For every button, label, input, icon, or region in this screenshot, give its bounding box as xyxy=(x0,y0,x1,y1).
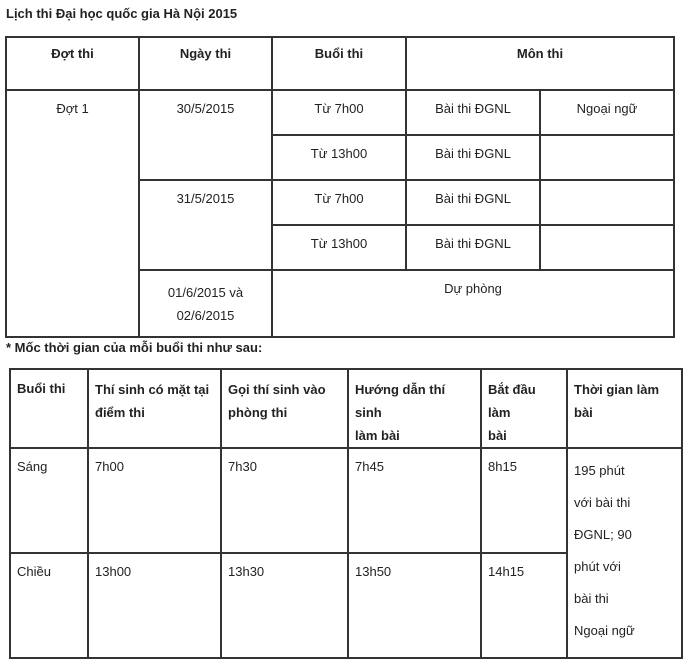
table-header-row xyxy=(10,369,682,448)
arrive-time: 13h00 xyxy=(88,553,221,658)
session-time: Từ 7h00 xyxy=(272,90,406,135)
duration-line: ĐGNL; 90 xyxy=(574,527,632,542)
header-line: bài xyxy=(574,405,593,420)
header-buoi-thi xyxy=(10,369,88,448)
table-header-row xyxy=(6,37,674,90)
header-goi-vao xyxy=(221,369,348,448)
exam-name: Bài thi ĐGNL xyxy=(406,135,540,180)
header-line: Hướng dẫn thí sinh xyxy=(355,382,446,420)
reserve-date-line2: 02/6/2015 xyxy=(176,308,235,323)
session-time: Từ 7h00 xyxy=(272,180,406,225)
exam-name: Bài thi ĐGNL xyxy=(406,90,540,135)
header-dot-thi: Đợt thi xyxy=(6,37,139,90)
timing-table xyxy=(9,368,683,659)
reserve-label: Dự phòng xyxy=(272,270,674,337)
table-row xyxy=(6,90,674,135)
header-ngay-thi: Ngày thi xyxy=(139,37,272,90)
exam-empty xyxy=(540,225,674,270)
exam-schedule-table xyxy=(5,36,675,338)
instruction-time: 13h50 xyxy=(348,553,481,658)
header-line: Bắt đầu làm xyxy=(488,382,536,420)
exam-date: 31/5/2015 xyxy=(139,180,272,270)
duration-line: với bài thi xyxy=(574,495,631,510)
start-time: 8h15 xyxy=(481,448,567,553)
exam-name: Bài thi ĐGNL xyxy=(406,180,540,225)
header-line: Buổi thi xyxy=(17,381,66,396)
duration-cell xyxy=(567,448,682,658)
session-time: Từ 13h00 xyxy=(272,135,406,180)
timing-note: * Mốc thời gian của mỗi buổi thi như sau: xyxy=(6,340,263,355)
session-time: Từ 13h00 xyxy=(272,225,406,270)
header-huong-dan xyxy=(348,369,481,448)
header-line: Gọi thí sinh vào xyxy=(228,382,326,397)
call-time: 13h30 xyxy=(221,553,348,658)
session-name: Chiều xyxy=(10,553,88,658)
header-line: phòng thi xyxy=(228,405,288,420)
session-name: Sáng xyxy=(10,448,88,553)
exam-empty xyxy=(540,180,674,225)
exam-date: 30/5/2015 xyxy=(139,90,272,180)
duration-line: bài thi xyxy=(574,591,609,606)
start-time: 14h15 xyxy=(481,553,567,658)
header-line: làm bài xyxy=(355,428,400,443)
exam-round: Đợt 1 xyxy=(6,90,139,337)
page-title: Lịch thi Đại học quốc gia Hà Nội 2015 xyxy=(6,6,238,21)
header-buoi-thi: Buổi thi xyxy=(272,37,406,90)
header-bat-dau xyxy=(481,369,567,448)
exam-date-reserve xyxy=(139,270,272,337)
exam-language: Ngoại ngữ xyxy=(540,90,674,135)
header-thoi-gian xyxy=(567,369,682,448)
header-line: điểm thi xyxy=(95,405,145,420)
exam-name: Bài thi ĐGNL xyxy=(406,225,540,270)
duration-line: Ngoại ngữ xyxy=(574,623,635,638)
duration-line: 195 phút xyxy=(574,463,625,478)
header-line: bài xyxy=(488,428,507,443)
header-co-mat xyxy=(88,369,221,448)
instruction-time: 7h45 xyxy=(348,448,481,553)
call-time: 7h30 xyxy=(221,448,348,553)
duration-line: phút với xyxy=(574,559,621,574)
reserve-date-line1: 01/6/2015 và xyxy=(167,285,244,300)
header-line: Thí sinh có mặt tại xyxy=(95,382,210,397)
table-row xyxy=(10,448,682,553)
exam-empty xyxy=(540,135,674,180)
arrive-time: 7h00 xyxy=(88,448,221,553)
header-line: Thời gian làm xyxy=(574,382,660,397)
header-mon-thi: Môn thi xyxy=(406,37,674,90)
